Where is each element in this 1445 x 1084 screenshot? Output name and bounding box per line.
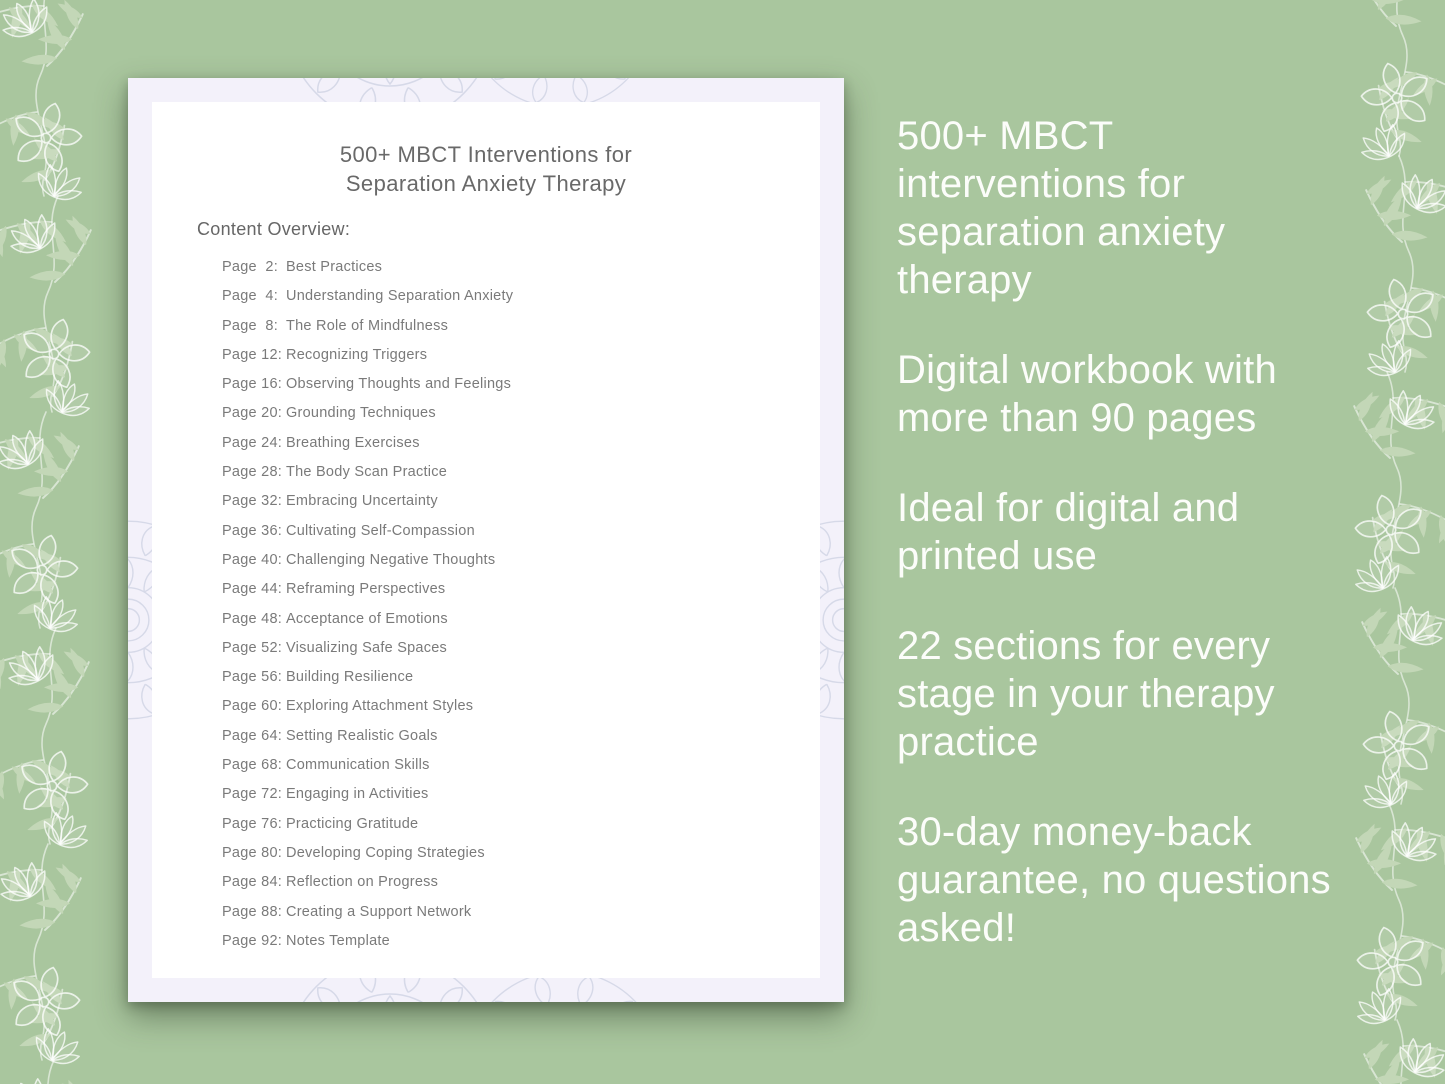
floral-vine-left-pattern: [0, 0, 112, 1084]
toc-page-label: Page 60:: [222, 698, 283, 715]
toc-item: [222, 839, 820, 868]
content-overview-label: Content Overview:: [197, 219, 351, 239]
toc-page-label: Page 32:: [222, 493, 283, 510]
toc-item: [222, 312, 820, 341]
table-of-contents: [222, 253, 820, 956]
toc-page-label: Page 80:: [222, 844, 283, 861]
marketing-paragraph: 30-day money-back guarantee, no questions asked!: [897, 810, 1331, 950]
toc-item: [222, 868, 820, 897]
toc-item: [222, 605, 820, 634]
toc-entry-title: Breathing Exercises: [286, 434, 420, 451]
toc-item: [222, 399, 820, 428]
toc-entry-title: Engaging in Activities: [286, 786, 429, 803]
toc-entry-title: Building Resilience: [286, 669, 414, 686]
toc-item: [222, 370, 820, 399]
toc-entry-title: Developing Coping Strategies: [286, 844, 485, 861]
toc-page-label: Page 84:: [222, 874, 283, 891]
toc-entry-title: Challenging Negative Thoughts: [286, 551, 496, 568]
document-title: [152, 140, 820, 198]
toc-entry-title: Practicing Gratitude: [286, 815, 419, 832]
toc-page-label: Page 40:: [222, 551, 283, 568]
toc-item: [222, 634, 820, 663]
marketing-paragraph: Digital workbook with more than 90 pages: [897, 348, 1277, 440]
toc-entry-title: Acceptance of Emotions: [286, 610, 448, 627]
toc-item: [222, 692, 820, 721]
toc-item: [222, 722, 820, 751]
toc-entry-title: Notes Template: [286, 932, 390, 949]
document-title-line1: 500+ MBCT Interventions for: [339, 142, 633, 167]
toc-page-label: Page 48:: [222, 610, 283, 627]
toc-page-label: Page 68:: [222, 757, 283, 774]
toc-entry-title: Best Practices: [286, 259, 383, 275]
toc-item: [222, 546, 820, 575]
toc-page-label: Page 56:: [222, 669, 283, 686]
toc-entry-title: Understanding Separation Anxiety: [286, 288, 514, 305]
marketing-paragraph: 500+ MBCT interventions for separation anxiety therapy: [897, 114, 1226, 302]
toc-item: [222, 927, 820, 956]
toc-page-label: Page 12:: [222, 346, 283, 363]
toc-page-label: Page 2:: [222, 259, 279, 275]
toc-page-label: Page 72:: [222, 786, 283, 803]
toc-item: [222, 517, 820, 546]
toc-item: [222, 458, 820, 487]
toc-page-label: Page 36:: [222, 522, 283, 539]
toc-item: [222, 751, 820, 780]
toc-entry-title: Cultivating Self-Compassion: [286, 522, 475, 539]
floral-vine-right-pattern: [1333, 0, 1445, 1084]
toc-entry-title: Grounding Techniques: [286, 405, 436, 422]
marketing-copy-column: [897, 112, 1339, 994]
toc-page-label: Page 88:: [222, 903, 283, 920]
toc-page-label: Page 16:: [222, 376, 283, 393]
toc-item: [222, 487, 820, 516]
toc-page-label: Page 52:: [222, 639, 283, 656]
toc-item: [222, 253, 820, 282]
toc-item: [222, 663, 820, 692]
toc-entry-title: Creating a Support Network: [286, 903, 472, 920]
toc-page-label: Page 64:: [222, 727, 283, 744]
toc-item: [222, 780, 820, 809]
toc-page-label: Page 4:: [222, 288, 279, 305]
toc-page-label: Page 8:: [222, 317, 279, 334]
marketing-paragraph: 22 sections for every stage in your therapy practice: [897, 624, 1275, 764]
toc-entry-title: The Role of Mindfulness: [286, 317, 449, 334]
toc-entry-title: Visualizing Safe Spaces: [286, 639, 448, 656]
toc-item: [222, 810, 820, 839]
toc-page-label: Page 92:: [222, 932, 283, 949]
toc-page-label: Page 76:: [222, 815, 283, 832]
toc-item: [222, 429, 820, 458]
document-page: [152, 102, 820, 978]
toc-entry-title: Observing Thoughts and Feelings: [286, 376, 512, 393]
toc-item: [222, 575, 820, 604]
toc-page-label: Page 28:: [222, 464, 283, 481]
toc-item: [222, 898, 820, 927]
toc-entry-title: Embracing Uncertainty: [286, 493, 438, 510]
marketing-paragraph: Ideal for digital and printed use: [897, 486, 1240, 578]
toc-entry-title: Exploring Attachment Styles: [286, 698, 474, 715]
toc-entry-title: The Body Scan Practice: [286, 464, 448, 481]
toc-page-label: Page 44:: [222, 581, 283, 598]
toc-entry-title: Setting Realistic Goals: [286, 727, 438, 744]
toc-entry-title: Communication Skills: [286, 757, 430, 774]
toc-item: [222, 282, 820, 311]
toc-page-label: Page 24:: [222, 434, 283, 451]
document-title-line2: Separation Anxiety Therapy: [345, 171, 627, 196]
toc-entry-title: Reframing Perspectives: [286, 581, 446, 598]
workbook-preview-document: [128, 78, 844, 1002]
toc-entry-title: Reflection on Progress: [286, 874, 439, 891]
toc-entry-title: Recognizing Triggers: [286, 346, 428, 363]
toc-page-label: Page 20:: [222, 405, 283, 422]
toc-item: [222, 341, 820, 370]
